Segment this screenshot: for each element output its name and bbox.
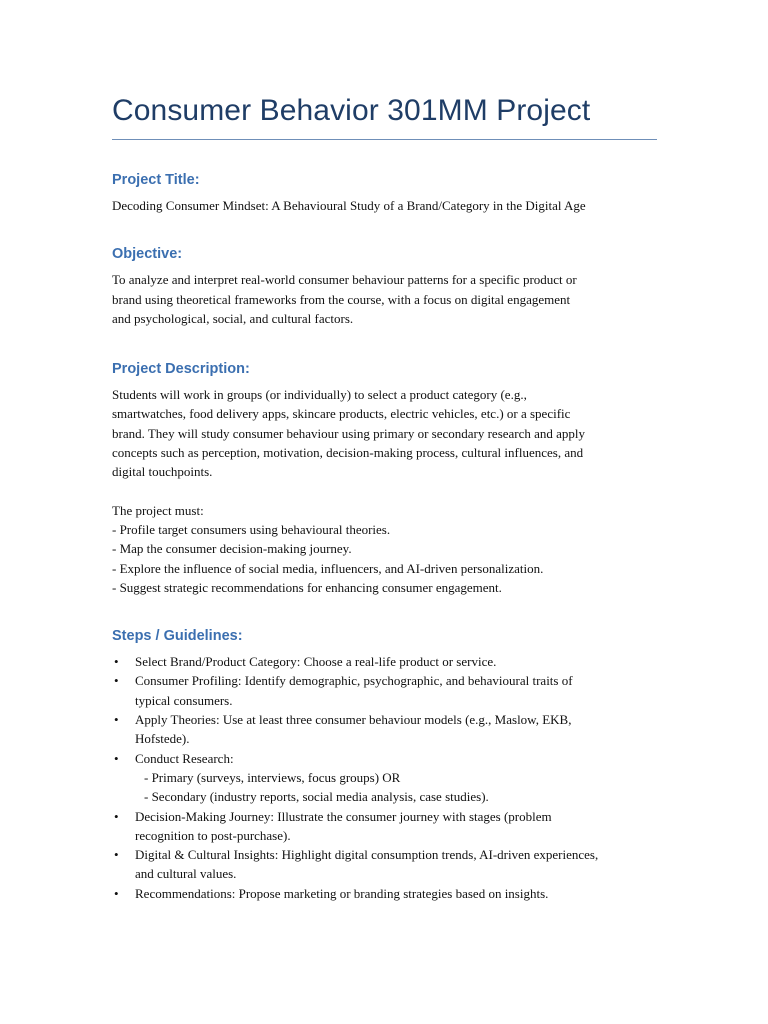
document-body — [112, 170, 657, 932]
step-line: Digital & Cultural Insights: Highlight digital consumption trends, AI-driven experiences, — [135, 847, 599, 863]
step-line: Recommendations: Propose marketing or branding strategies based on insights. — [135, 885, 549, 901]
bullet-icon: • — [114, 808, 119, 824]
bullet-icon: • — [114, 885, 119, 901]
step-line: recognition to post-purchase). — [135, 827, 291, 843]
project-must-item: - Map the consumer decision-making journey. — [112, 541, 352, 557]
step-line: Conduct Research: — [135, 750, 234, 766]
step-item — [112, 652, 657, 671]
description-heading: Project Description: — [112, 361, 250, 378]
bullet-icon: • — [114, 847, 119, 863]
section-steps-guidelines — [112, 626, 657, 903]
steps-heading: Steps / Guidelines: — [112, 628, 243, 645]
description-line: brand. They will study consumer behaviour using primary or secondary research and apply — [112, 425, 586, 441]
step-line: Hofstede). — [135, 731, 190, 747]
step-item — [112, 710, 657, 749]
section-objective — [112, 244, 657, 328]
document-title: Consumer Behavior 301MM Project — [112, 94, 591, 127]
step-item — [112, 807, 657, 846]
objective-heading: Objective: — [112, 246, 183, 263]
step-line: Apply Theories: Use at least three consumer behaviour models (e.g., Maslow, EKB, — [135, 712, 572, 728]
step-item — [112, 671, 657, 710]
section-project-title — [112, 170, 657, 215]
bullet-icon: • — [114, 750, 119, 766]
step-item — [112, 884, 657, 903]
objective-paragraph — [112, 270, 657, 328]
objective-line: To analyze and interpret real-world consumer behaviour patterns for a specific product or — [112, 272, 577, 288]
step-line: Consumer Profiling: Identify demographic, psychographic, and behavioural traits of — [135, 673, 573, 689]
project-must-intro: The project must: — [112, 502, 204, 518]
project-title-text: Decoding Consumer Mindset: A Behavioural Study of a Brand/Category in the Digital Age — [112, 198, 586, 213]
bullet-icon: • — [114, 712, 119, 728]
title-divider — [112, 139, 657, 140]
description-line: concepts such as perception, motivation, decision-making process, cultural influences, and — [112, 445, 584, 461]
step-line: and cultural values. — [135, 866, 237, 882]
description-paragraph — [112, 385, 657, 481]
project-must-list — [112, 501, 657, 597]
objective-line: brand using theoretical frameworks from the course, with a focus on digital engagement — [112, 291, 571, 307]
step-line: Select Brand/Product Category: Choose a real-life product or service. — [135, 654, 497, 670]
project-must-item: - Suggest strategic recommendations for enhancing consumer engagement. — [112, 579, 502, 595]
description-line: smartwatches, food delivery apps, skincare products, electric vehicles, etc.) or a specific — [112, 406, 571, 422]
objective-line: and psychological, social, and cultural factors. — [112, 310, 354, 326]
description-line: digital touchpoints. — [112, 464, 213, 480]
steps-list — [112, 652, 657, 903]
section-project-description — [112, 359, 657, 597]
step-item — [112, 845, 657, 884]
bullet-icon: • — [114, 673, 119, 689]
step-line: typical consumers. — [135, 692, 233, 708]
step-line: Decision-Making Journey: Illustrate the consumer journey with stages (problem — [135, 808, 552, 824]
description-line: Students will work in groups (or individually) to select a product category (e.g., — [112, 387, 527, 403]
step-item — [112, 749, 657, 807]
bullet-icon: • — [114, 654, 119, 670]
step-sub-item: - Secondary (industry reports, social media analysis, case studies). — [144, 789, 489, 805]
project-title-heading: Project Title: — [112, 172, 200, 188]
project-must-item: - Explore the influence of social media, influencers, and AI-driven personalization. — [112, 560, 544, 576]
step-sub-item: - Primary (surveys, interviews, focus groups) OR — [144, 769, 401, 785]
project-must-item: - Profile target consumers using behavioural theories. — [112, 521, 391, 537]
